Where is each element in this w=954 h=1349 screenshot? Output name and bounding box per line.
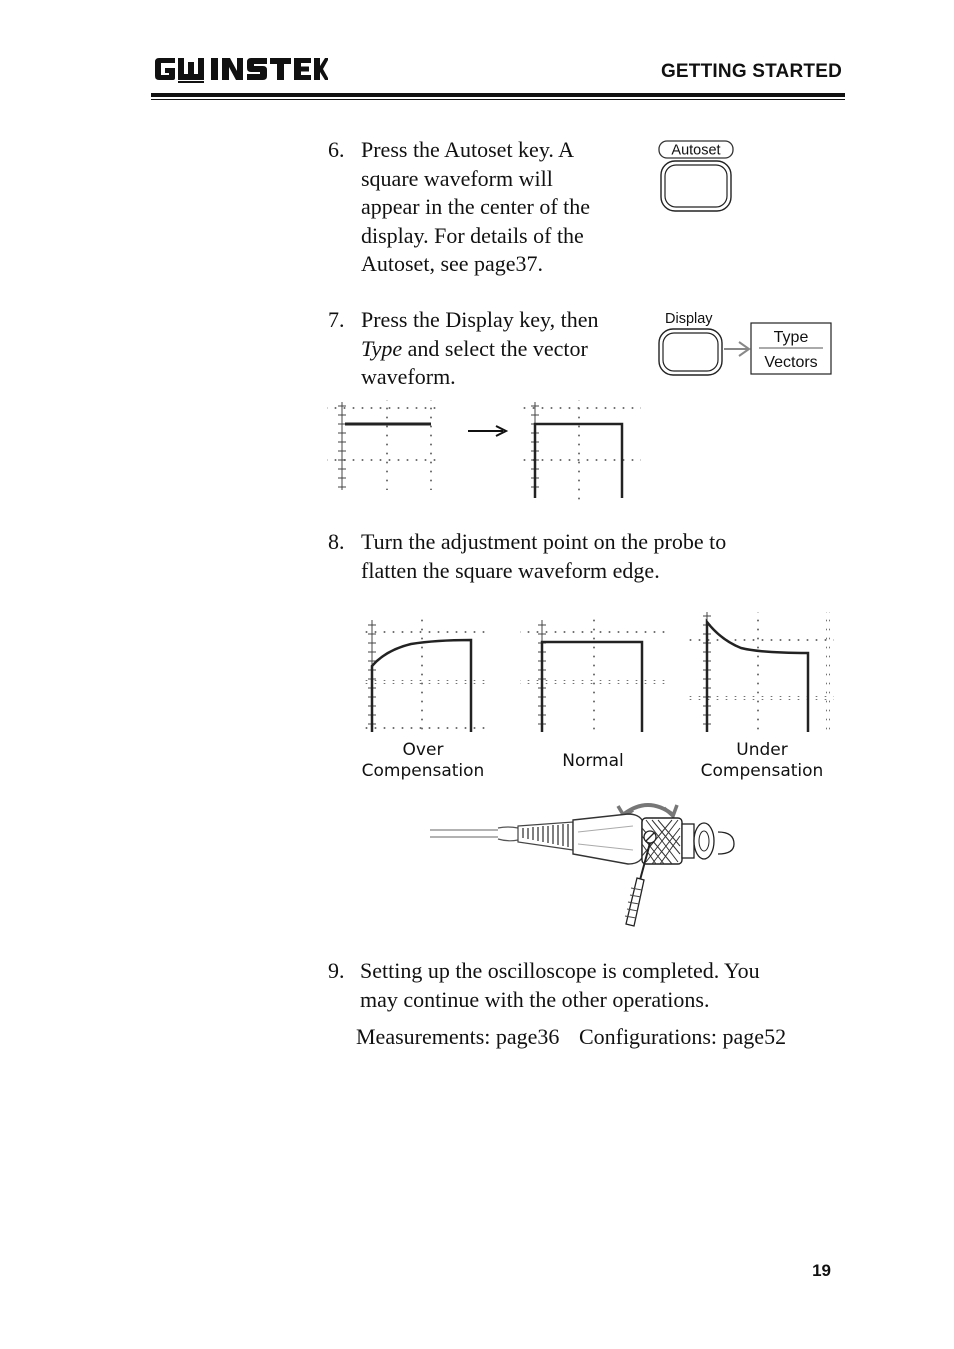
step-9 xyxy=(328,957,828,1017)
compensation-waveforms xyxy=(356,610,840,738)
caption-line: Over xyxy=(402,740,444,760)
step-text xyxy=(360,957,760,1014)
header-rule xyxy=(151,93,845,97)
step-line: square waveform will xyxy=(361,165,553,191)
step-text xyxy=(361,136,590,279)
step-line: Press the Display key, then xyxy=(361,307,599,332)
italic-term: Type xyxy=(361,335,403,361)
step-line: Autoset, see page37. xyxy=(361,251,544,276)
step-line: may continue with the other operations. xyxy=(360,986,710,1012)
step-line xyxy=(361,335,598,364)
step-line-rest: and select the vector xyxy=(402,335,588,361)
step-number: 7. xyxy=(328,307,345,332)
header-rule-thin xyxy=(151,99,845,100)
probe-adjustment-illustration xyxy=(428,792,748,932)
step-7 xyxy=(328,306,648,396)
step-line: Setting up the oscilloscope is completed. You xyxy=(360,958,760,983)
step-line: appear in the center of the xyxy=(361,194,591,219)
step-text xyxy=(361,528,726,585)
caption-line: Compensation xyxy=(700,761,824,781)
gw-instek-logo xyxy=(153,54,328,84)
normal-caption xyxy=(533,751,653,772)
display-key-label: Display xyxy=(665,311,713,327)
under-compensation-caption xyxy=(692,740,832,782)
autoset-key-figure xyxy=(655,138,740,218)
step-line: waveform. xyxy=(361,364,456,389)
step-6 xyxy=(328,136,638,281)
step-number: 6. xyxy=(328,137,345,162)
display-key-figure xyxy=(655,306,840,381)
configurations-link[interactable]: Configurations: page52 xyxy=(578,1024,787,1049)
step-text xyxy=(361,306,598,392)
caption-line: Normal xyxy=(562,751,624,771)
step-line: Press the Autoset key. A xyxy=(361,137,575,162)
measurements-link[interactable]: Measurements: page36 xyxy=(356,1024,560,1049)
caption-line: Under xyxy=(736,740,788,760)
step-line: display. For details of the xyxy=(361,222,584,248)
normal-compensation-waveform xyxy=(520,618,666,733)
menu-value: Vectors xyxy=(764,354,818,371)
vector-waveform-figure xyxy=(325,398,645,502)
autoset-key-label: Autoset xyxy=(671,142,721,159)
over-compensation-waveform xyxy=(360,618,488,733)
step-8 xyxy=(328,528,798,588)
page-number: 19 xyxy=(812,1261,831,1280)
over-compensation-caption xyxy=(353,740,493,782)
step-number: 8. xyxy=(328,529,345,554)
section-title: GETTING STARTED xyxy=(660,61,842,82)
caption-line: Compensation xyxy=(361,761,485,781)
step-line: Turn the adjustment point on the probe to xyxy=(361,529,727,554)
cross-references xyxy=(356,1024,786,1050)
step-line: flatten the square waveform edge. xyxy=(361,557,660,583)
step-number: 9. xyxy=(328,958,345,983)
under-compensation-waveform xyxy=(686,612,834,732)
menu-title: Type xyxy=(773,329,809,346)
